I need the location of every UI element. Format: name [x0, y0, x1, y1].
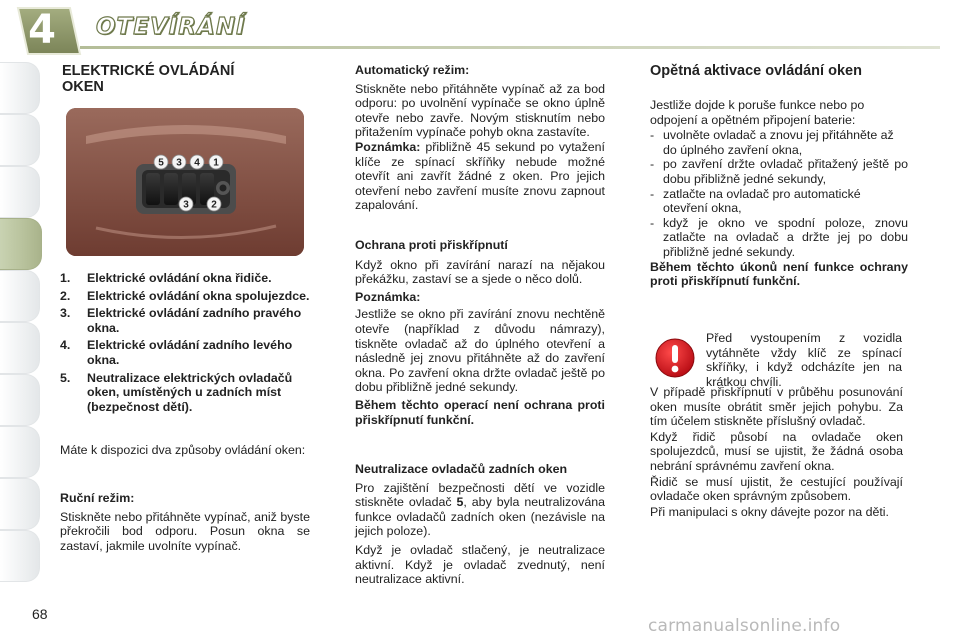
manual-mode-text: Stiskněte nebo přitáhněte vypínač, aniž byste překročili bod odporu. Posun okna se zastaví, jakmile uvolníte vypínač. [60, 509, 310, 553]
page-number: 68 [32, 606, 48, 622]
list-item: 3. Elektrické ovládání zadního pravého okna. [60, 306, 302, 335]
chapter-tab-10[interactable] [0, 530, 40, 582]
reactivation-heading: Opětná aktivace ovládání oken [650, 63, 862, 79]
rear-lockout-status: Když je ovladač stlačený, je neutralizace aktivní. Když je ovladač zvednutý, není neutralizace aktivní. [355, 542, 605, 587]
list-item: 2. Elektrické ovládání okna spolujezdce. [60, 288, 310, 303]
chapter-tab-8[interactable] [0, 426, 40, 478]
watermark: carmanualsonline.info [648, 616, 841, 636]
photo-label-1: 1 [213, 157, 219, 169]
photo-label-2: 2 [211, 199, 217, 211]
anti-pinch-warning: Během těchto operací není ochrana proti přiskřípnutí funkční. [355, 397, 605, 427]
chapter-tab-2[interactable] [0, 114, 40, 166]
list-item: - když je okno ve spodní poloze, znovu zatlačte na ovladač a držte jej po dobu přibližně jedné sekundy. [650, 215, 908, 259]
window-switch-photo [66, 108, 304, 256]
rear-lockout-heading: Neutralizace ovladačů zadních oken [355, 462, 568, 476]
photo-label-3-bottom: 3 [183, 199, 189, 211]
list-item: 5. Neutralizace elektrických ovladačů oken, umístěných u zadních míst (bezpečnost dětí). [60, 370, 293, 414]
chapter-tab-6[interactable] [0, 322, 40, 374]
chapter-tab-1[interactable] [0, 62, 40, 114]
anti-pinch-text: Když okno při zavírání narazí na nějakou překážku, zastaví se a sjede o něco dolů. [355, 257, 605, 287]
reinit-note-text: Jestliže se okno při zavírání znovu nechtěně otevře (například z důvodu námrazy), tiskněte ovladač až do úplného otevření a následně jej znovu přitáhněte až do zavření okna. Po zavření okna držte ovladač ještě po dobu přibližně jedné sekundy. [355, 307, 605, 395]
switch-legend-list [60, 271, 310, 414]
chapter-tab-strip [0, 62, 42, 582]
list-item: - uvolněte ovladač a znovu jej přitáhněte až do úplného zavření okna, [650, 128, 894, 157]
photo-label-3-top: 3 [176, 157, 182, 169]
photo-label-4: 4 [194, 157, 200, 169]
reactivation-warning: Během těchto úkonů není funkce ochrany proti přiskřípnutí funkční. [650, 259, 908, 289]
window-switch-illustration [66, 108, 304, 256]
photo-label-5: 5 [158, 157, 164, 169]
chapter-tab-7[interactable] [0, 374, 40, 426]
chapter-number: 4 [28, 7, 56, 53]
list-item: 1. Elektrické ovládání okna řidiče. [60, 271, 272, 285]
list-item: - po zavření držte ovladač přitažený ještě po dobu přibližně jedné sekundy, [650, 157, 908, 186]
warning-icon [654, 337, 696, 379]
list-item: - zatlačte na ovladač pro automatické otevření okna, [650, 186, 861, 216]
driver-check-text: Když řidič působí na ovladače oken spolujezdců, musí se ujistit, že žádná osoba nebrání správnému zavření okna. [650, 429, 903, 473]
rear-lockout-text: Pro zajištění bezpečnosti dětí ve vozidle stiskněte ovladač 5, aby byla neutralizována funkce ovladačů zadních oken (nezávisle na jejich poloze). [355, 480, 605, 539]
header-rule [80, 46, 940, 49]
page-title: OTEVÍRÁNÍ [96, 14, 246, 40]
chapter-tab-3[interactable] [0, 166, 40, 218]
pinch-reverse-text: V případě přiskřípnutí v průběhu posunování oken musíte obrátit směr jejich pohybu. Za tím účelem stiskněte příslušný ovladač. [650, 385, 903, 429]
manual-mode-heading: Ruční režim: [60, 491, 135, 505]
operation-modes-intro: Máte k dispozici dva způsoby ovládání oken: [60, 443, 306, 457]
key-removal-warning: Před vystoupením z vozidla vytáhněte vždy klíč ze spínací skříňky, i když odcházíte jen na krátkou chvíli. [706, 331, 902, 389]
list-item: 4. Elektrické ovládání zadního levého okna. [60, 338, 293, 367]
passenger-use-text: Řidič se musí ujistit, že cestující používají ovladače oken správným způsobem. [650, 474, 903, 504]
anti-pinch-heading: Ochrana proti přiskřípnutí [355, 238, 508, 252]
children-caution-text: Při manipulaci s okny dávejte pozor na děti. [650, 504, 889, 519]
reactivation-intro: Jestliže dojde k poruše funkce nebo po odpojení a opětném připojení baterie: [650, 98, 865, 127]
chapter-tab-9[interactable] [0, 478, 40, 530]
reactivation-steps [650, 128, 908, 259]
section-heading-power-windows: ELEKTRICKÉ OVLÁDÁNÍ OKEN [62, 63, 235, 95]
ignition-note: Poznámka: přibližně 45 sekund po vytažení klíče ze spínací skříňky nebude možné otevřít ani zavřít žádné z oken. Pro jejich otevření nebo zavření musíte znovu zapnout zapalování. [355, 139, 605, 213]
reinit-note-label: Poznámka: [355, 289, 421, 304]
auto-mode-text: Stiskněte nebo přitáhněte vypínač až za bod odporu: po uvolnění vypínače se okno úplně otevře nebo zavře. Novým stisknutím nebo přitažením vypínače pohyb okna zastavíte. [355, 81, 605, 140]
chapter-tab-4-active[interactable] [0, 218, 42, 270]
auto-mode-heading: Automatický režim: [355, 63, 470, 77]
chapter-tab-5[interactable] [0, 270, 40, 322]
